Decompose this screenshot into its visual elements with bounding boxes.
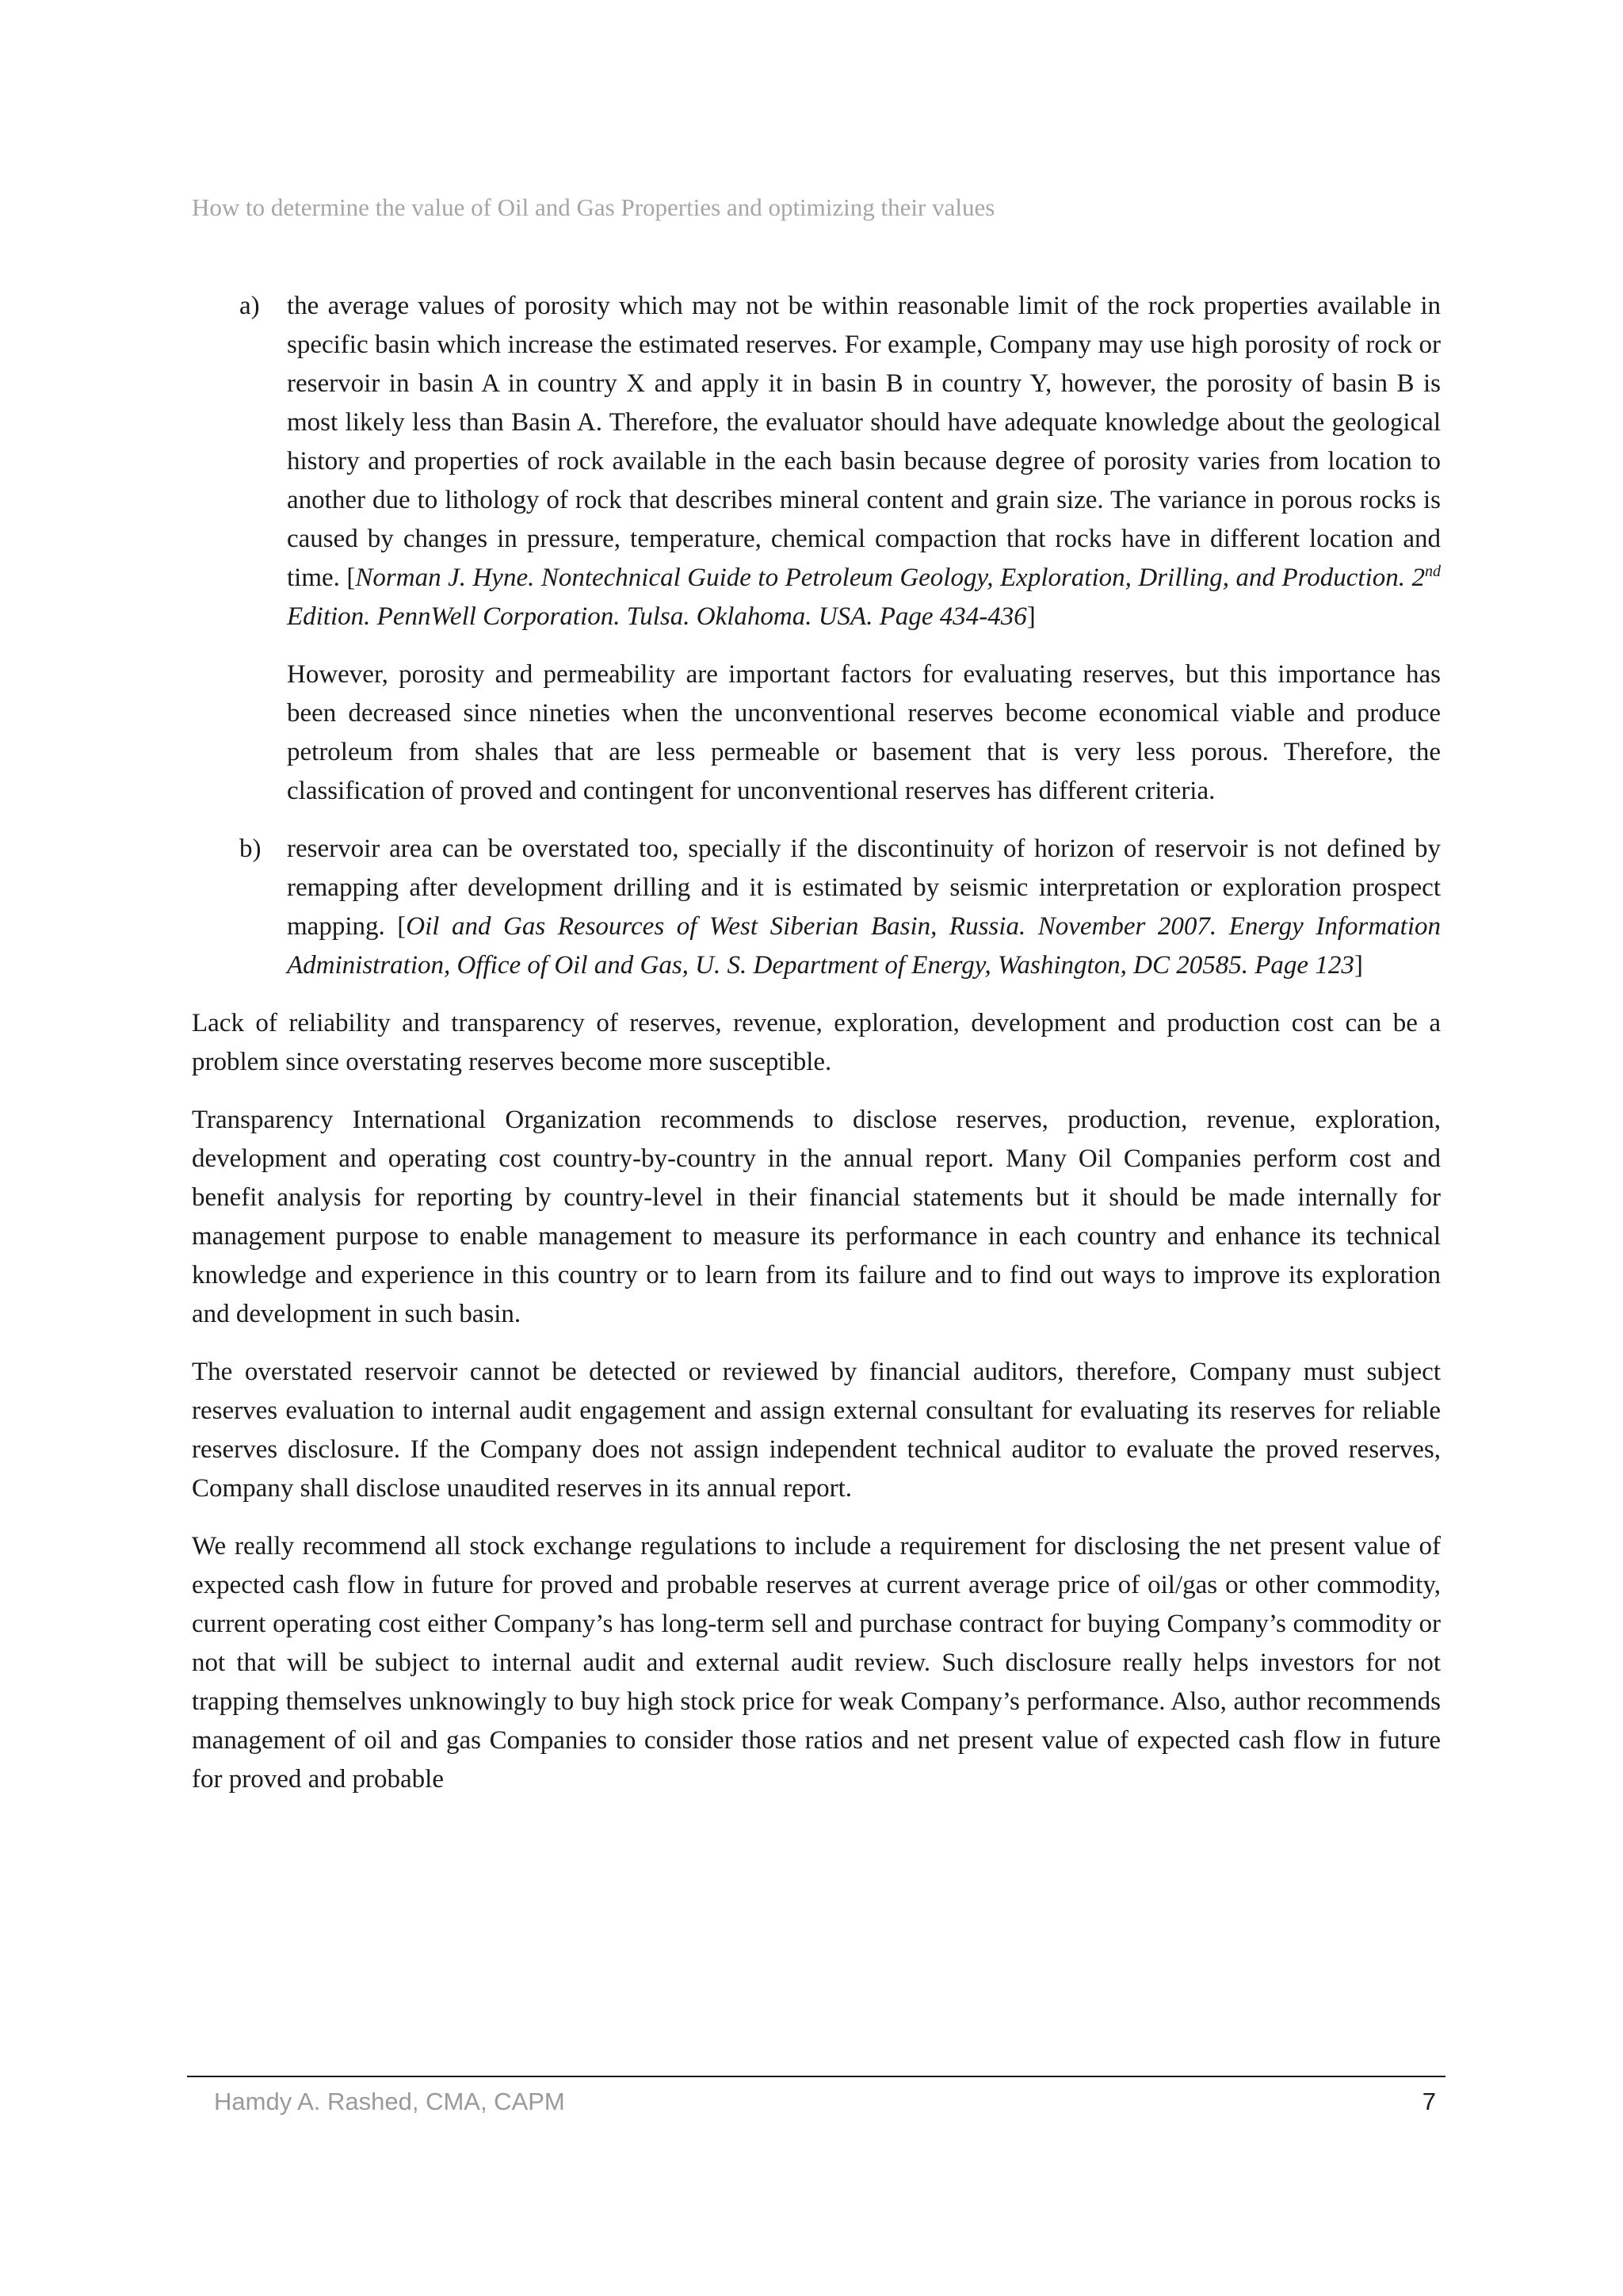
page-number: 7 — [1422, 2088, 1436, 2115]
footer-divider — [187, 2076, 1445, 2077]
list-item-a-body: the average values of porosity which may not be within reasonable limit of the rock properties available in specific basin which increase the estimated reserves. For example, Company may use high porosity of rock or reservoir in basin A in country X and apply it in basin B in country Y, however, the porosity of basin B is most likely less than Basin A. Therefore, the evaluator should have adequate knowledge about the geological history and properties of rock available in the each basin because degree of porosity varies from location to another due to lithology of rock that describes mineral content and grain size. The variance in porous rocks is caused by changes in pressure, temperature, chemical compaction that rocks have in different location and time. — [287, 292, 1441, 592]
citation-hyne-part2: Edition. PennWell Corporation. Tulsa. Oklahoma. USA. Page 434-436 — [287, 602, 1027, 631]
list-item-b-text — [287, 830, 1441, 985]
page-body — [192, 287, 1441, 1818]
citation-open: [ — [397, 912, 407, 941]
citation-close: ] — [1354, 951, 1363, 980]
paragraph-recommendation: We really recommend all stock exchange regulations to include a requirement for disclosing the net present value of expected cash flow in future for proved and probable reserves at current average price of oil/gas or other commodity, current operating cost either Company’s has long-term sell and purchase contract for buying Company’s commodity or not that will be subject to internal audit and external audit review. Such disclosure really helps investors for not trapping themselves unknowingly to buy high stock price for weak Company’s performance. Also, author recommends management of oil and gas Companies to consider those ratios and net present value of expected cash flow in future for proved and probable — [192, 1532, 1441, 1794]
paragraph-overstated-reservoir: The overstated reservoir cannot be detected or reviewed by financial auditors, therefore, Company must subject reserves evaluation to internal audit engagement and assign external consultant for evaluating its reserves for reliable reserves disclosure. If the Company does not assign independent technical auditor to evaluate the proved reserves, Company shall disclose unaudited reserves in its annual report. — [192, 1358, 1441, 1503]
running-header: How to determine the value of Oil and Gas Properties and optimizing their values — [192, 193, 995, 221]
list-marker-b: b) — [239, 835, 262, 863]
footer-author: Hamdy A. Rashed, CMA, CAPM — [214, 2088, 565, 2115]
citation-hyne — [287, 563, 1441, 631]
paragraph-transparency: Transparency International Organization recommends to disclose reserves, production, revenue, exploration, development and operating cost country-by-country in the annual report. Many Oil Companies perform cost and benefit analysis for reporting by country-level in their financial statements but it should be made internally for management purpose to enable management to measure its performance in each country and enhance its technical knowledge and experience in this country or to learn from its failure and to find out ways to improve its exploration and development in such basin. — [192, 1106, 1441, 1328]
citation-hyne-part1: Norman J. Hyne. Nontechnical Guide to Petroleum Geology, Exploration, Drilling, and Production. 2 — [355, 563, 1426, 592]
list-item-b-body: reservoir area can be overstated too, specially if the discontinuity of horizon of reservoir is not defined by remapping after development drilling and it is estimated by seismic interpretation or exploration prospect mapping. — [287, 835, 1441, 941]
citation-eia: Oil and Gas Resources of West Siberian Basin, Russia. November 2007. Energy Information Administration, Office of Oil and Gas, U. S. Department of Energy, Washington, DC 20585. Page 123 — [287, 912, 1441, 980]
list-item-a — [192, 287, 1441, 811]
list-item-a-text — [287, 287, 1441, 636]
list-item-a-followup: However, porosity and permeability are important factors for evaluating reserves, but this importance has been decreased since nineties when the unconventional reserves become economical viable and produce petroleum from shales that are less permeable or basement that is very less porous. Therefore, the classification of proved and contingent for unconventional reserves has different criteria. — [287, 660, 1441, 805]
citation-hyne-superscript: nd — [1425, 563, 1442, 580]
citation-close: ] — [1026, 602, 1036, 631]
list-marker-a: a) — [239, 292, 260, 320]
list-item-b — [192, 830, 1441, 985]
citation-open: [ — [346, 563, 356, 592]
paragraph-reliability: Lack of reliability and transparency of reserves, revenue, exploration, development and production cost can be a problem since overstating reserves become more susceptible. — [192, 1009, 1441, 1076]
